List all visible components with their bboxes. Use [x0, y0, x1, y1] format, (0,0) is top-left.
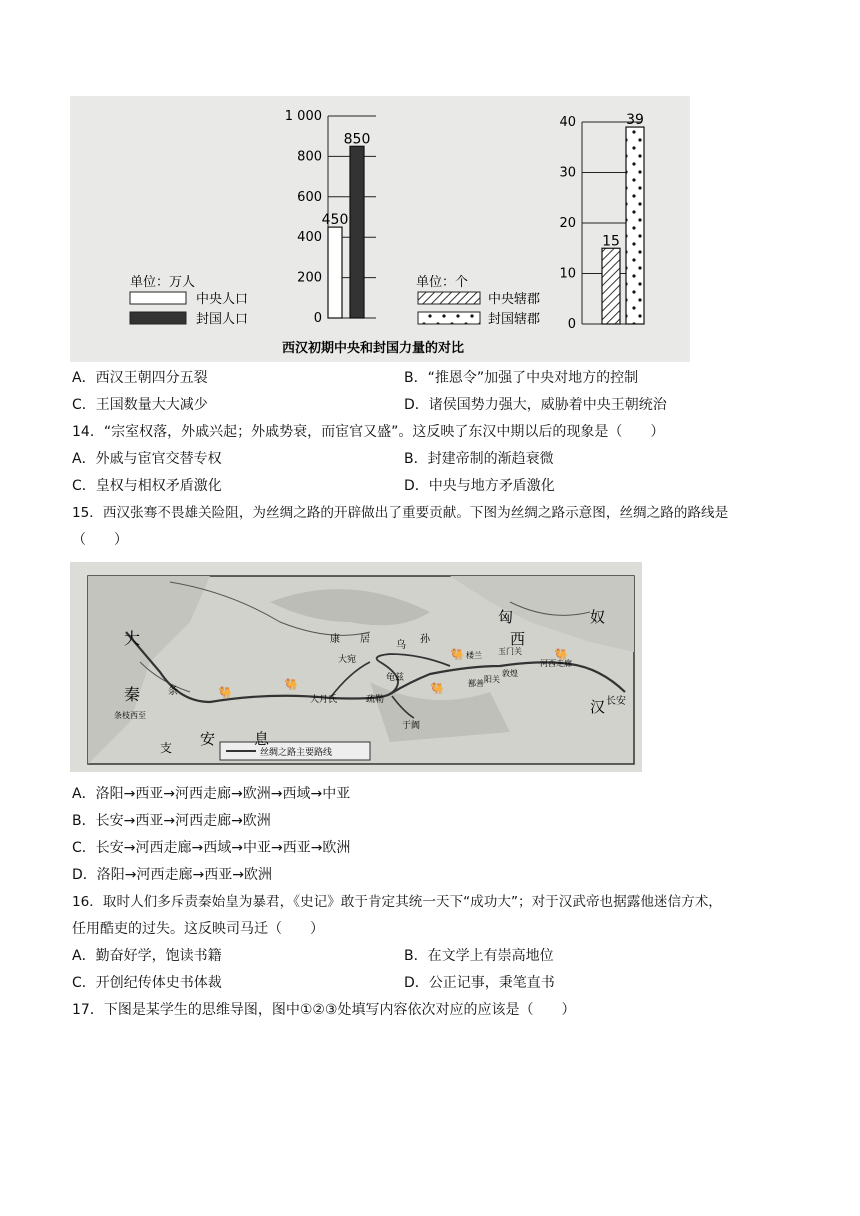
population-chart-figure: [70, 96, 690, 362]
right-chart-bars: [602, 112, 644, 324]
option-letter: B．: [404, 451, 428, 467]
option-text: 外戚与宦官交替专权: [95, 451, 222, 467]
option-letter: C．: [72, 397, 96, 413]
map-label-tiao: 条: [168, 686, 178, 697]
legend-fief-prefectures: 封国辖郡: [488, 312, 541, 327]
map-label-yangguan: 阳关: [484, 675, 500, 684]
option-letter: D．: [72, 867, 97, 883]
q15-option-d[interactable]: [72, 865, 272, 885]
option-letter: B．: [404, 948, 428, 964]
legend-fief-pop: 封国人口: [196, 312, 249, 327]
option-letter: B．: [72, 813, 96, 829]
left-unit-label: 单位：万人: [130, 275, 196, 290]
map-label-dunhuang: 敦煌: [502, 669, 518, 678]
left-chart-bars: [322, 131, 371, 318]
y-tick-label: 40: [559, 115, 576, 130]
map-label-ju: 居: [360, 634, 370, 645]
map-label-qiuci: 龟兹: [386, 673, 405, 683]
map-label-an: 安: [200, 730, 216, 748]
map-label-hexi-corridor: 河西走廊: [540, 659, 572, 668]
option-text: 洛阳→河西走廊→西亚→欧洲: [96, 867, 272, 883]
option-text: 公正记事，秉笔直书: [428, 975, 555, 991]
q15-option-a[interactable]: [72, 784, 350, 804]
bar-封国辖郡: [626, 127, 644, 324]
data-label: 850: [343, 131, 371, 148]
y-tick-label: 0: [567, 317, 576, 332]
option-text: 长安→河西走廊→西域→中亚→西亚→欧洲: [95, 840, 351, 856]
option-letter: D．: [404, 397, 429, 413]
data-label: 450: [321, 212, 349, 229]
y-tick-label: 20: [559, 216, 576, 231]
q16-option-d[interactable]: [404, 973, 555, 993]
y-tick-label: 1 000: [284, 109, 322, 124]
silk-road-map: [70, 562, 642, 772]
q14-option-a[interactable]: [72, 449, 222, 469]
option-letter: C．: [72, 840, 96, 856]
camel-icon: 🐫: [218, 686, 232, 699]
q14-stem: 14．“宗室权落，外戚兴起；外戚势衰，而宦官又盛”。这反映了东汉中期以后的现象是（ ）: [72, 424, 665, 440]
option-letter: A．: [72, 948, 96, 964]
data-label: 15: [602, 233, 620, 250]
map-label-changan: 长安: [606, 696, 626, 707]
y-tick-label: 200: [297, 270, 322, 286]
population-chart-svg: [70, 96, 690, 362]
option-text: 皇权与相权矛盾激化: [95, 478, 222, 494]
q15-option-c[interactable]: [72, 838, 350, 858]
option-text: 勤奋好学，饱读书籍: [95, 948, 222, 964]
chart-caption: 西汉初期中央和封国力量的对比: [282, 341, 465, 356]
map-label-da: 大: [124, 629, 141, 648]
option-letter: A．: [72, 370, 96, 386]
map-label-shule: 疏勒: [366, 695, 385, 705]
map-label-yutian: 于阗: [402, 721, 421, 731]
map-legend-label: 丝绸之路主要路线: [260, 748, 333, 758]
option-text: 诸侯国势力强大，威胁着中央王朝统治: [428, 397, 667, 413]
map-label-loulan: 楼兰: [466, 651, 482, 660]
option-text: “推恩令”加强了中央对地方的控制: [427, 370, 639, 386]
q13-option-c[interactable]: [72, 395, 208, 415]
option-text: 封建帝制的渐趋衰微: [427, 451, 554, 467]
map-label-yumenguan: 玉门关: [498, 647, 522, 656]
q13-option-a[interactable]: [72, 368, 208, 388]
option-letter: A．: [72, 451, 96, 467]
bar-中央辖郡: [602, 248, 620, 324]
option-letter: A．: [72, 786, 96, 802]
q15-stem-line2: （ ）: [72, 532, 128, 548]
data-label: 39: [626, 112, 644, 129]
q16-option-c[interactable]: [72, 973, 222, 993]
camel-icon: 🐫: [554, 648, 568, 661]
q16-option-a[interactable]: [72, 946, 222, 966]
silk-road-map-svg: [70, 562, 642, 772]
y-tick-label: 600: [297, 189, 322, 205]
q17-stem: 17．下图是某学生的思维导图，图中①②③处填写内容依次对应的应该是（ ）: [72, 1002, 576, 1018]
legend-swatch-central-pop: [130, 292, 186, 304]
map-label-tiaozhi-west: 条枝西至: [114, 711, 146, 720]
map-label-wu: 乌: [396, 640, 406, 651]
option-letter: C．: [72, 478, 96, 494]
legend-swatch-fief-pop: [130, 312, 186, 324]
bar-中央人口: [328, 227, 342, 318]
y-tick-label: 10: [559, 266, 576, 282]
option-letter: D．: [404, 478, 429, 494]
q13-option-d[interactable]: [404, 395, 667, 415]
map-label-zhi: 支: [160, 741, 173, 755]
map-label-kang: 康: [330, 634, 340, 645]
q16-stem-line2: 任用酷吏的过失。这反映司马迁（ ）: [72, 921, 324, 937]
q14-option-d[interactable]: [404, 476, 555, 496]
option-text: 在文学上有崇高地位: [427, 948, 554, 964]
map-label-han: 汉: [590, 698, 606, 716]
y-tick-label: 0: [313, 311, 322, 326]
map-label-xi: 息: [254, 730, 270, 748]
q16-stem-line1: 16．取时人们多斥责秦始皇为暴君，《史记》敢于肯定其统一天下“成功大”；对于汉武帝也据露他迷信方术，: [72, 894, 722, 910]
map-label-xiong: 匈: [498, 608, 514, 626]
legend-swatch-central-prefectures: [418, 292, 480, 304]
legend-central-prefectures: 中央辖郡: [488, 292, 541, 307]
y-tick-label: 400: [297, 230, 322, 246]
legend-swatch-fief-prefectures: [418, 312, 480, 324]
q13-option-b[interactable]: [404, 368, 638, 388]
legend-central-pop: 中央人口: [196, 292, 249, 307]
map-label-shanshan: 鄯善: [468, 679, 484, 688]
option-text: 洛阳→西亚→河西走廊→欧洲→西域→中亚: [95, 786, 351, 802]
map-label-sun: 孙: [420, 634, 430, 645]
q15-option-b[interactable]: [72, 811, 271, 831]
option-text: 西汉王朝四分五裂: [95, 370, 208, 386]
map-label-dayuan: 大宛: [338, 655, 357, 665]
q14-option-b[interactable]: [404, 449, 554, 469]
q16-option-b[interactable]: [404, 946, 554, 966]
camel-icon: 🐫: [450, 648, 464, 661]
q15-stem-line1: 15．西汉张骞不畏雄关险阻，为丝绸之路的开辟做出了重要贡献。下图为丝绸之路示意图，丝绸之路的路线是: [72, 505, 729, 521]
camel-icon: 🐫: [430, 682, 444, 695]
map-label-dayuezhi: 大月氏: [310, 695, 338, 705]
option-letter: D．: [404, 975, 429, 991]
option-text: 长安→西亚→河西走廊→欧洲: [95, 813, 271, 829]
option-letter: B．: [404, 370, 428, 386]
option-text: 中央与地方矛盾激化: [428, 478, 555, 494]
option-text: 开创纪传体史书体裁: [95, 975, 222, 991]
bar-封国人口: [350, 146, 364, 318]
q14-option-c[interactable]: [72, 476, 222, 496]
option-letter: C．: [72, 975, 96, 991]
y-tick-label: 30: [559, 165, 576, 181]
y-tick-label: 800: [297, 149, 322, 165]
option-text: 王国数量大大减少: [95, 397, 208, 413]
camel-icon: 🐫: [284, 678, 298, 691]
right-unit-label: 单位：个: [416, 275, 469, 290]
map-label-qin: 秦: [124, 685, 141, 704]
map-label-xi-region: 西: [510, 630, 526, 648]
map-label-nu: 奴: [590, 608, 606, 626]
